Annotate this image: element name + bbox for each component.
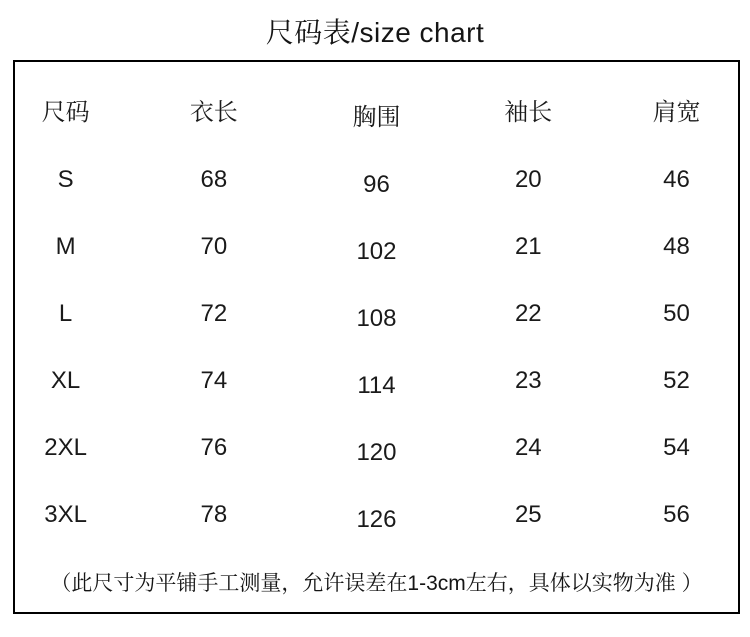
size-label: XL xyxy=(50,366,81,394)
chest-value: 108 xyxy=(356,304,397,332)
size-label: 2XL xyxy=(44,433,87,461)
table-header-row xyxy=(15,79,738,146)
sleeve-value: 24 xyxy=(514,433,542,461)
chest-value: 126 xyxy=(356,505,397,533)
length-value: 74 xyxy=(200,366,228,394)
column-header-shoulder: 肩宽 xyxy=(652,98,701,126)
table-footnote-row xyxy=(15,548,738,615)
sleeve-value: 20 xyxy=(514,165,542,193)
shoulder-value: 52 xyxy=(663,366,690,394)
size-label: M xyxy=(55,232,76,260)
size-label: L xyxy=(58,299,73,327)
length-value: 68 xyxy=(200,165,228,193)
table-row xyxy=(15,213,738,280)
chest-value: 114 xyxy=(357,371,396,399)
shoulder-value: 46 xyxy=(663,165,690,193)
column-header-size: 尺码 xyxy=(41,98,90,126)
column-header-chest: 胸围 xyxy=(352,103,401,131)
size-table xyxy=(13,60,740,614)
sleeve-value: 22 xyxy=(514,299,542,327)
table-row xyxy=(15,481,738,548)
table-row xyxy=(15,347,738,414)
table-row xyxy=(15,414,738,481)
chest-value: 102 xyxy=(356,237,397,265)
column-header-sleeve: 袖长 xyxy=(504,98,553,126)
length-value: 78 xyxy=(200,500,228,528)
size-label: S xyxy=(57,165,74,193)
sleeve-value: 23 xyxy=(514,366,542,394)
column-header-length: 衣长 xyxy=(189,98,238,126)
chest-value: 96 xyxy=(363,170,390,198)
length-value: 76 xyxy=(200,433,228,461)
shoulder-value: 56 xyxy=(663,500,690,528)
measurement-tolerance-note: （此尺寸为平铺手工测量，允许误差在1-3cm左右，具体以实物为准 ） xyxy=(50,571,703,595)
length-value: 70 xyxy=(200,232,228,260)
chest-value: 120 xyxy=(356,438,397,466)
size-label: 3XL xyxy=(44,500,87,528)
sleeve-value: 25 xyxy=(514,500,542,528)
shoulder-value: 48 xyxy=(663,232,690,260)
sleeve-value: 21 xyxy=(514,232,542,260)
table-row xyxy=(15,146,738,213)
shoulder-value: 54 xyxy=(663,433,690,461)
page-title: 尺码表/size chart xyxy=(265,17,485,48)
table-row xyxy=(15,280,738,347)
length-value: 72 xyxy=(200,299,228,327)
shoulder-value: 50 xyxy=(663,299,690,327)
